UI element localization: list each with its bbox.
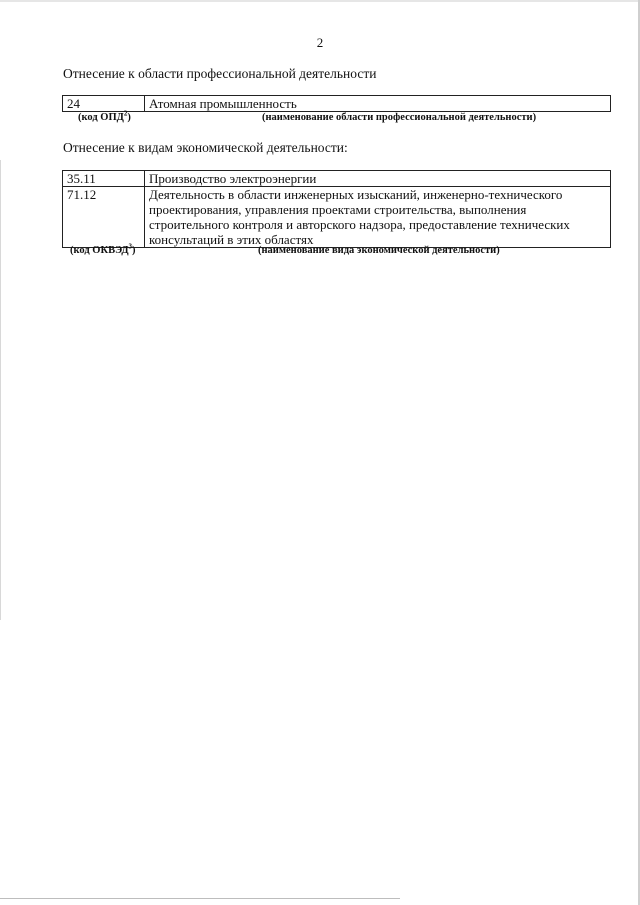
okved-name-cell: Деятельность в области инженерных изысканий, инженерно-технического проектирования, управления проектами строительства, выполнения строительного контроля и авторского надзора, предоставление технических консультаций в этих областях	[145, 187, 611, 248]
table-row	[63, 171, 611, 187]
opd-code-caption: (код ОПД$^2$)	[78, 109, 131, 123]
scan-edge-bottom	[0, 898, 400, 899]
okved-footnote-mark: 3	[128, 242, 133, 251]
okved-name-caption: (наименование вида экономической деятельности)	[258, 245, 500, 256]
scan-edge-left	[0, 160, 1, 620]
opd-code-caption-text: (код ОПД	[78, 112, 124, 123]
opd-footnote-mark: 2	[123, 109, 128, 118]
scan-edge-top	[0, 0, 640, 2]
okved-code-caption-text: (код ОКВЭД	[70, 245, 129, 256]
okved-code-cell: 71.12	[63, 187, 145, 248]
okved-code-caption: (код ОКВЭД$^3$)	[70, 242, 136, 256]
table-row	[63, 96, 611, 112]
okved-table	[62, 170, 611, 248]
page-number: 2	[316, 35, 324, 50]
okved-code-cell: 35.11	[63, 171, 145, 187]
opd-code-cell: 24	[63, 96, 145, 112]
table-row	[63, 187, 611, 248]
opd-heading: Отнесение к области профессиональной деятельности	[63, 66, 377, 81]
opd-name-caption: (наименование области профессиональной деятельности)	[262, 112, 537, 123]
opd-table	[62, 95, 611, 112]
okved-heading: Отнесение к видам экономической деятельности:	[63, 140, 348, 155]
okved-name-cell: Производство электроэнергии	[145, 171, 611, 187]
opd-name-cell: Атомная промышленность	[145, 96, 611, 112]
